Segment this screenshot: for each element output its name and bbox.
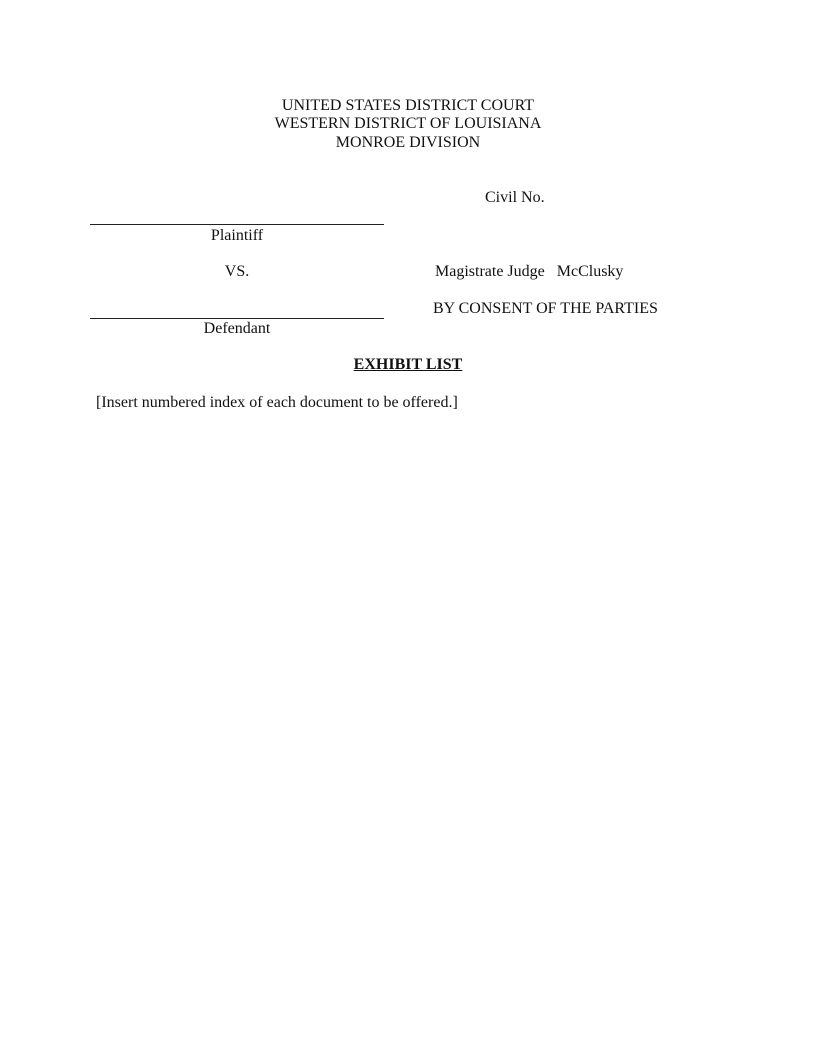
division-name: MONROE DIVISION <box>335 134 481 151</box>
defendant-label: Defendant <box>203 320 271 337</box>
body-instruction: [Insert numbered index of each document to be offered.] <box>96 394 458 411</box>
judge-name: McClusky <box>556 263 624 280</box>
defendant-signature-line <box>90 318 384 319</box>
district-name: WESTERN DISTRICT OF LOUISIANA <box>274 115 542 132</box>
plaintiff-signature-line <box>90 224 384 225</box>
magistrate-judge <box>435 263 623 281</box>
plaintiff-label: Plaintiff <box>210 227 264 244</box>
consent-statement: BY CONSENT OF THE PARTIES <box>433 300 658 317</box>
court-name: UNITED STATES DISTRICT COURT <box>281 97 535 114</box>
civil-number-label: Civil No. <box>485 189 545 206</box>
judge-label: Magistrate Judge <box>435 263 545 280</box>
versus-label: VS. <box>224 263 250 280</box>
document-title: EXHIBIT LIST <box>353 356 463 373</box>
